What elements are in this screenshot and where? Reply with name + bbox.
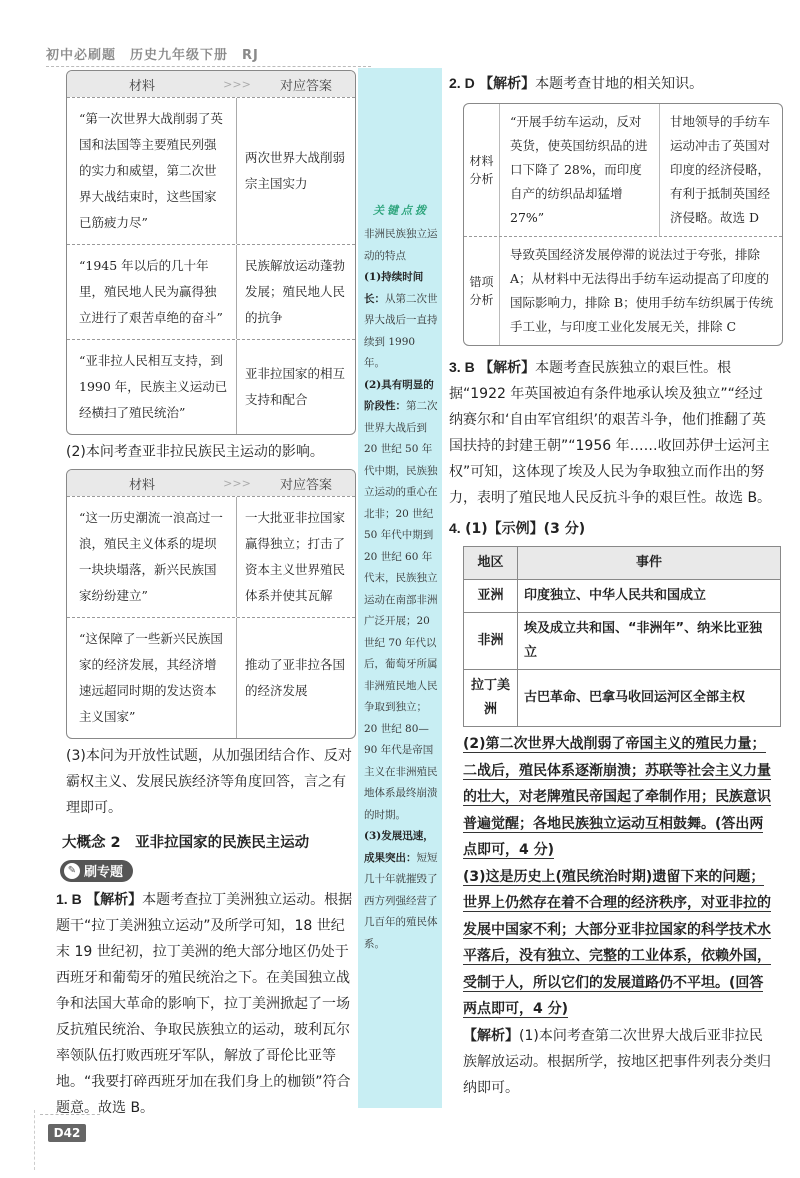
header-answer: 对应答案: [279, 78, 332, 94]
right-column: [449, 70, 774, 1101]
arrow-icon: >>>: [223, 77, 251, 91]
region-cell: 亚洲: [464, 580, 518, 613]
header-material: 材料: [128, 477, 155, 493]
q1-text: 本题考查拉丁美洲独立运动。根据题干“拉丁美洲独立运动”及所学可知，18 世纪末 19 世纪初，拉丁美洲的绝大部分地区仍处于西班牙和葡萄牙的殖民统治之下。在美国独立战争和法国大革命的影响下，拉丁美洲掀起了一场反抗殖民统治、争取民族独立的运动，玻利瓦尔率领队伍打败西班牙军队，解放了哥伦比亚等地。“我要打碎西班牙加在我们身上的枷锁”符合题意。故选 B。: [56, 891, 353, 1116]
events-cell: 埃及成立共和国、“非洲年”、纳米比亚独立: [518, 613, 781, 670]
table-row: [67, 244, 355, 339]
sidebar-point-2: (2)具有明显的阶段性：第二次世界大战后到 20 世纪 50 年代中期，民族独立运动的重心在北非；20 世纪 50 年代中期到 20 世纪 60 年代末，民族独立运动在南部非洲广泛开展；20 世纪 70 年代以后，葡萄牙所属非洲殖民地人民争取到独立；20 世纪 80—90 年代是帝国主义在非洲殖民地体系最终崩溃的时期。: [364, 378, 438, 821]
q2-explanation: (2)本问考查亚非拉民族民主运动的影响。: [66, 444, 324, 460]
brush-topic-badge: [60, 860, 133, 882]
table-row: [67, 617, 355, 738]
answer-cell: 推动了亚非拉各国的经济发展: [245, 657, 346, 698]
table-header: [67, 470, 355, 496]
material-cell: “这一历史潮流一浪高过一浪，殖民主义体系的堤坝一块块塌落，新兴民族国家纷纷建立”: [67, 497, 237, 617]
region-cell: 非洲: [464, 613, 518, 670]
header-events: 事件: [518, 547, 781, 580]
badge-label: 刷专题: [84, 865, 124, 880]
answer-cell: 亚非拉国家的相互支持和配合: [245, 366, 346, 407]
table-row: [67, 339, 355, 434]
wrong-option-analysis: 导致英国经济发展停滞的说法过于夸张，排除 A；从材料中无法得出手纺车运动提高了印度的国际影响力，排除 B；使用手纺车纺织属于传统手工业，与印度工业化发展无关，排除 C: [510, 247, 774, 334]
answer-cell: 两次世界大战削弱宗主国实力: [245, 150, 346, 191]
wrong-option-row: [464, 236, 782, 345]
key-tips-sidebar: [358, 68, 442, 1108]
brush-icon: ✎: [64, 863, 80, 879]
region-event-table: [463, 546, 781, 727]
row-label: 错项分析: [464, 237, 500, 345]
material-quote: “开展手纺车运动，反对英货，使英国纺织品的进口下降了 28%，而印度自产的纺织品却猛增 27%”: [500, 104, 660, 236]
answer-cell: 民族解放运动蓬勃发展；殖民地人民的抗争: [245, 258, 346, 325]
material-cell: “1945 年以后的几十年里，殖民地人民为赢得独立进行了艰苦卓绝的奋斗”: [67, 245, 237, 339]
material-cell: “第一次世界大战削弱了英国和法国等主要殖民列强的实力和威望，第二次世界大战结束时，这些国家已筋疲力尽”: [67, 98, 237, 244]
analysis-table: [463, 103, 783, 346]
q3-explanation: (3)本问为开放性试题，从加强团结合作、反对霸权主义、发展民族经济等角度回答，言之有理即可。: [66, 748, 352, 816]
header-material: 材料: [128, 78, 155, 94]
binding-cut-line: [34, 1110, 35, 1170]
table-header-row: [464, 547, 781, 580]
sidebar-point-1: (1)持续时间长：从第二次世界大战后一直持续到 1990 年。: [364, 271, 438, 369]
q4-analysis: 【解析】(1)本问考查第二次世界大战后亚非拉民族解放运动。根据所学，按地区把事件列表分类归纳即可。: [463, 1027, 771, 1096]
material-answer-table-2: [66, 469, 356, 739]
running-header: 初中必刷题 历史九年级下册 RJ: [46, 48, 259, 63]
concept-title: 大概念 2 亚非拉国家的民族民主运动: [62, 835, 310, 851]
sidebar-point-3: (3)发展迅速，成果突出：短短几十年就摧毁了西方列强经营了几百年的殖民体系。: [364, 830, 438, 950]
table-row: [464, 670, 781, 727]
page-number: D42: [48, 1124, 86, 1142]
q4-answer-2: (2)第二次世界大战削弱了帝国主义的殖民力量；二战后，殖民体系逐渐崩溃；苏联等社会主义力量的壮大，对老牌殖民帝国起了牵制作用；民族意识普遍觉醒；各地民族独立运动互相鼓舞。(答出两点即可，4 分): [463, 736, 771, 858]
q1-answer: [56, 886, 356, 1121]
sidebar-title: 关键点拨: [373, 204, 429, 217]
header-region: 地区: [464, 547, 518, 580]
material-cell: “亚非拉人民相互支持，到 1990 年，民族主义运动已经横扫了殖民统治”: [67, 340, 237, 434]
sidebar-body: [364, 224, 438, 955]
sidebar-intro: 非洲民族独立运动的特点: [364, 228, 438, 262]
q2-answer: 2. D 【解析】本题考查甘地的相关知识。: [449, 75, 704, 92]
analysis-tag: 【解析】: [479, 76, 536, 92]
table-header: [67, 71, 355, 97]
row-label: 材料分析: [464, 104, 500, 236]
q3-answer: 3. B 【解析】本题考查民族独立的艰巨性。根据“1922 年英国被迫有条件地承认埃及独立”“经过纳赛尔和‘自由军官组织’的艰苦斗争，他们推翻了英国扶持的封建王朝”“1956 年……收回苏伊士运河主权”可知，这体现了埃及人民为争取独立而作出的努力，表明了殖民地人民反抗斗争的艰巨性。故选 B。: [449, 359, 772, 506]
table-row: [464, 613, 781, 670]
q4-answer-3: (3)这是历史上(殖民统治时期)遗留下来的问题；世界上仍然存在着不合理的经济秩序，对亚非拉的发展中国家不利；大部分亚非拉国家的科学技术水平落后，没有独立、完整的工业体系，依赖外国，受制于人，所以它们的发展道路仍不平坦。(回答两点即可，4 分): [463, 868, 771, 1017]
header-answer: 对应答案: [279, 477, 332, 493]
q4-header: [449, 515, 774, 542]
events-cell: 古巴革命、巴拿马收回运河区全部主权: [518, 670, 781, 727]
analysis-tag: 【解析】: [86, 891, 143, 908]
material-analysis-row: [464, 104, 782, 236]
analysis-tag: 【解析】: [479, 360, 536, 376]
table-row: [464, 580, 781, 613]
material-explain: 甘地领导的手纺车运动冲击了英国对印度的经济侵略，有利于抵制英国经济侵略。故选 D: [670, 114, 771, 225]
question-number: 3. B: [449, 359, 475, 375]
arrow-icon: >>>: [223, 476, 251, 490]
question-number: 1. B: [56, 890, 82, 907]
q4-sub1-label: (1)【示例】(3 分): [465, 521, 586, 537]
footer-divider: [40, 1114, 100, 1115]
left-column: [56, 70, 356, 1121]
question-number: 2. D: [449, 75, 475, 91]
header-divider: [46, 66, 371, 67]
question-number: 4.: [449, 520, 461, 536]
analysis-tag: 【解析】: [463, 1027, 519, 1044]
events-cell: 印度独立、中华人民共和国成立: [518, 580, 781, 613]
region-cell: 拉丁美洲: [464, 670, 518, 727]
table-row: [67, 496, 355, 617]
answer-cell: 一大批亚非拉国家赢得独立；打击了资本主义世界殖民体系并使其瓦解: [245, 510, 346, 603]
table-row: [67, 97, 355, 244]
material-cell: “这保障了一些新兴民族国家的经济发展，其经济增速远超同时期的发达资本主义国家”: [67, 618, 237, 738]
material-answer-table-1: [66, 70, 356, 435]
